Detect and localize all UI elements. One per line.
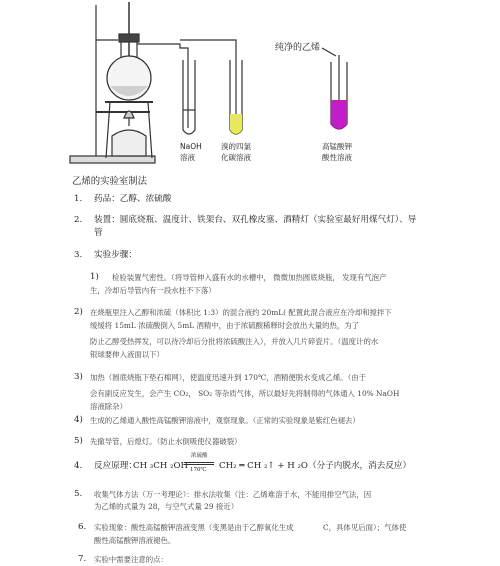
item-5-line-a: 收集气体方法（万一考理论）：排水法收集（注：乙烯难溶于水，不能用排空气法，因: [94, 490, 372, 499]
temperature-label: 170℃: [190, 467, 207, 473]
catalyst-label: 浓硫酸: [191, 453, 208, 459]
alcohol-lamp: [112, 130, 146, 156]
item-2-text: 装置：圆底烧瓶、温度计、铁架台、双孔橡皮塞、酒精灯（实验室最好用煤气灯）、导: [94, 215, 417, 225]
step-3-number: 3): [74, 372, 83, 382]
stand-base: [70, 156, 155, 163]
step-1-line-b: 生，冷却后导管内有一段水柱不下落）: [90, 286, 216, 295]
naoh-label-2: 溶液: [180, 153, 195, 162]
step-4-line-a: 生成的乙烯通入酸性高锰酸钾溶液中，观察现象。（正常的实验现象是紫红色褪去）: [90, 416, 360, 425]
products: CH₂ ═ CH ₂↑ + H ₂O（分子内脱水，消去反应）: [219, 461, 412, 471]
step-3-line-a: 加热（圆底烧瓶下垫石棉网），使温度迅速升到 170℃，酒精便脱水变成乙烯。（由于: [90, 373, 366, 382]
step-2-line-a: 在烧瓶里注入乙醇和浓硫（体积比 1:3）的混合液约 20mL( 配置此混合液应在冷却和搅拌下: [90, 308, 392, 317]
step-3-line-b: 会有副反应发生，会产生 CO₂， SO₂ 等杂质气体，所以最好先将制得的气体通入 10% NaOH: [90, 389, 400, 398]
item-1-number: 1.: [74, 194, 83, 204]
item-7-number: 7.: [78, 554, 87, 564]
step-2-line-b: 缓缓将 15mL 浓硫酸倒入 5mL 酒精中，由于浓硫酸稀释时会放出大量的热，为了: [90, 321, 360, 330]
reaction-arrow: [184, 462, 214, 463]
item-3-number: 3.: [74, 250, 83, 260]
step-2-line-d: 银球要伸入液面以下）: [90, 350, 164, 359]
bromine-label-2: 化碳溶液: [221, 153, 251, 162]
naoh-label-1: NaOH: [180, 142, 202, 151]
item-3-text: 实验步骤：: [94, 250, 137, 260]
document-title: 乙烯的实验室制法: [72, 176, 148, 187]
step-1-number: 1): [90, 272, 99, 282]
item-2-continuation: 管: [94, 228, 103, 238]
bromine-label-1: 溴的四氯: [221, 142, 251, 151]
step-2-number: 2): [74, 307, 83, 317]
step-4-number: 4): [74, 415, 83, 425]
item-2-number: 2.: [74, 215, 83, 225]
item-4-number: 4.: [74, 461, 83, 471]
pure-ethylene-label: 纯净的乙烯: [275, 43, 321, 53]
item-6-line-a: 实验现象：酸性高锰酸钾溶液变黑（变黑是由于乙醇氧化生成: [94, 523, 294, 532]
item-7-line-a: 实验中需要注意的点：: [94, 555, 168, 564]
test-tube-naoh: [183, 60, 195, 134]
step-2-line-c: 防止乙醇受热挥发，可以待冷却后分批将浓硫酸注入），并放入几片碎瓷片。（温度计的水: [90, 337, 379, 346]
reaction-label: 反应原理：: [94, 461, 137, 471]
item-5-number: 5.: [74, 489, 83, 499]
kmno4-label-1: 高锰酸钾: [322, 142, 352, 151]
reactant: CH ₃CH ₂OH: [133, 461, 189, 471]
item-6-line-a2: C，具体见后面）；气体使: [323, 523, 407, 532]
item-6-line-b: 酸性高锰酸钾溶液褪色。: [94, 536, 176, 545]
item-6-number: 6.: [78, 522, 87, 532]
item-1-text: 药品：乙醇、浓硫酸: [94, 194, 172, 204]
kmno4-label-2: 酸性溶液: [322, 153, 352, 162]
step-1-line-a: 检验装置气密性。（将导管伸入盛有水的水槽中， 微微加热圆底烧瓶， 发现有气泡产: [112, 273, 387, 282]
step-3-line-c: 溶液除杂）: [90, 402, 127, 411]
apparatus-figure: [0, 0, 500, 170]
step-5-line-a: 先撤导管，后熄灯。（防止水倒吸使仪器破裂）: [90, 437, 242, 446]
step-5-number: 5): [74, 436, 83, 446]
item-5-line-b: 为乙烯的式量为 28，与空气式量 29 接近）: [94, 502, 239, 511]
